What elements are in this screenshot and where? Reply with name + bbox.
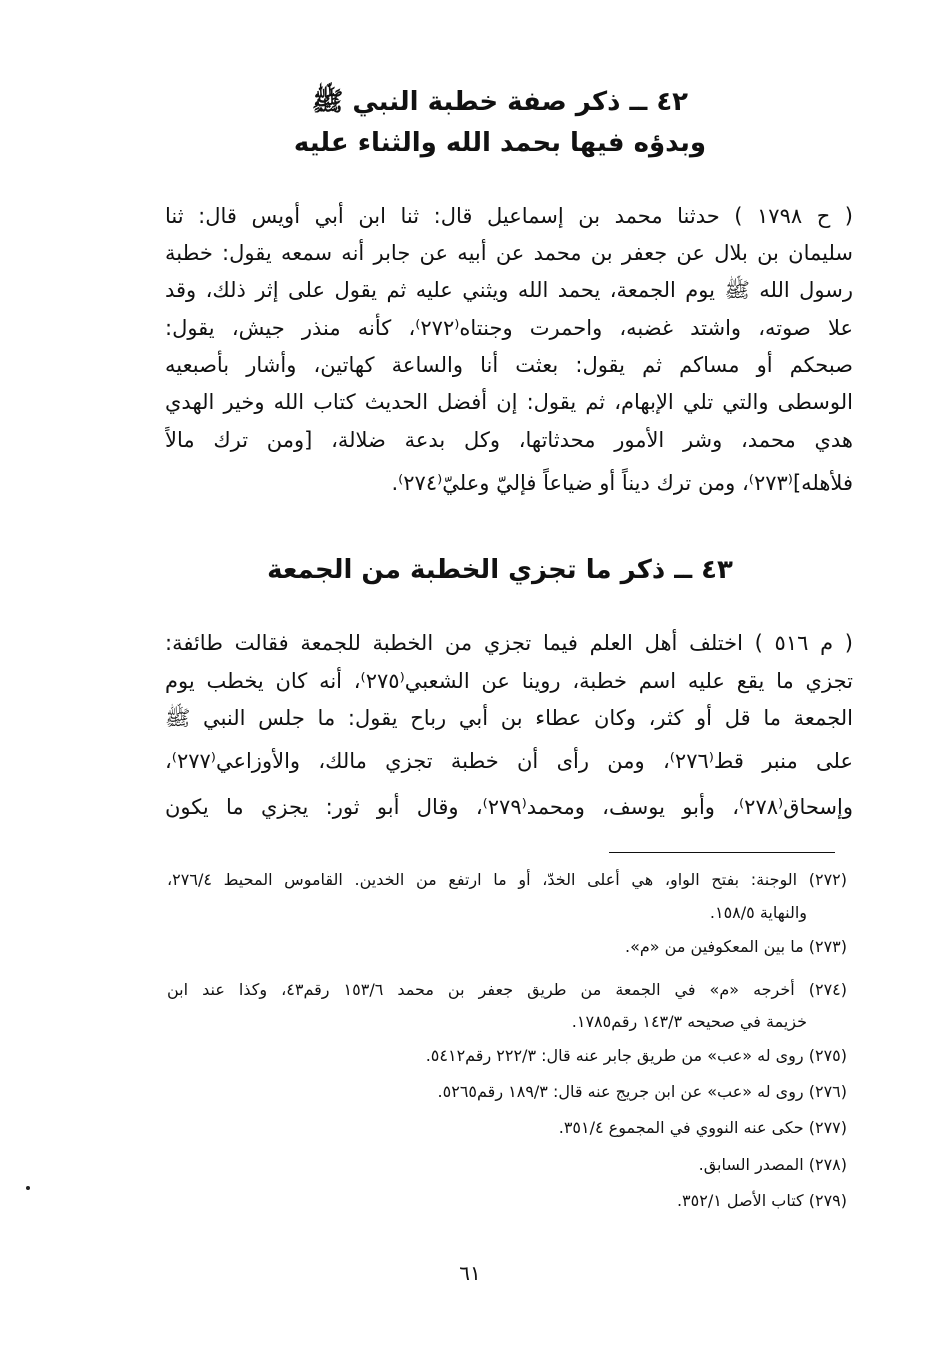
section-42-text-line: علا صوته، واشتد غضبه، واحمرت وجنتاه⁽٢٧٢⁾، كأنه منذر جيش، يقول:: [165, 316, 853, 340]
footnote-275: (٢٧٥) روى له «عب» من طريق جابر عنه قال: ٢٢٢/٣ رقم٥٤١٢.: [425, 1046, 847, 1065]
section-42-text-line: هدي محمد، وشر الأمور محدثاتها، وكل بدعة ضلالة، [ومن ترك مالاً: [165, 428, 853, 452]
section-42-text-line: سليمان بن بلال عن جعفر بن محمد عن أبيه عن جابر أنه سمعه يقول: خطبة: [165, 241, 853, 265]
section-42-text-line: ( ح ١٧٩٨ ) حدثنا محمد بن إسماعيل قال: ثنا ابن أبي أويس قال: ثنا: [165, 204, 853, 228]
scan-speck: [26, 1186, 30, 1190]
footnote-279: (٢٧٩) كتاب الأصل ٣٥٢/١.: [676, 1191, 847, 1210]
section-43-text-line: على منبر قط⁽٢٧٦⁾، ومن رأى أن خطبة تجزي مالك، والأوزاعي⁽٢٧٧⁾،: [165, 749, 853, 773]
footnote-278: (٢٧٨) المصدر السابق.: [698, 1155, 847, 1174]
footnote-277: (٢٧٧) حكى عنه النووي في المجموع ٣٥١/٤.: [558, 1118, 847, 1137]
footnote-274-continued: خزيمة في صحيحه ١٤٣/٣ رقم١٧٨٥.: [571, 1012, 807, 1031]
section-42-subtitle: وبدؤه فيها بحمد الله والثناء عليه: [293, 128, 707, 158]
footnote-274: (٢٧٤) أخرجه «م» في الجمعة من طريق جعفر بن محمد ١٥٣/٦ رقم٤٣، وكذا عند ابن: [167, 980, 847, 999]
section-42-text-line: صبحكم أو مساكم ثم يقول: بعثت أنا والساعة كهاتين، وأشار بأصبعيه: [165, 353, 853, 377]
footnote-276: (٢٧٦) روى له «عب» عن ابن جريج عنه قال: ١٨٩/٣ رقم٥٢٦٥.: [437, 1082, 847, 1101]
page-number: ٦١: [459, 1261, 481, 1285]
footnote-272: (٢٧٢) الوجنة: بفتح الواو، هي أعلى الخدّ، أو ما ارتفع من الخدين. القاموس المحيط ٢٧٦/٤،: [167, 870, 847, 889]
footnote-272-continued: والنهاية ١٥٨/٥.: [709, 903, 807, 922]
section-43-text-line: ( م ٥١٦ ) اختلف أهل العلم فيما تجزي من الخطبة للجمعة فقالت طائفة:: [165, 631, 853, 655]
footnote-separator: [609, 852, 835, 853]
footnote-273: (٢٧٣) ما بين المعكوفين من «م».: [625, 937, 847, 956]
section-42-title: ٤٢ ــ ذكر صفة خطبة النبي ﷺ: [311, 87, 689, 117]
section-42-text-line: رسول الله ﷺ يوم الجمعة، يحمد الله ويثني عليه ثم يقول على إثر ذلك، وقد: [165, 278, 853, 302]
section-43-title: ٤٣ ــ ذكر ما تجزي الخطبة من الجمعة: [267, 555, 733, 585]
section-42-text-line: فلأهله]⁽٢٧٣⁾، ومن ترك ديناً أو ضياعاً فإليّ وعليّ⁽٢٧٤⁾.: [391, 471, 853, 495]
section-43-text-line: تجزي ما يقع عليه اسم خطبة، روينا عن الشعبي⁽٢٧٥⁾، أنه كان يخطب يوم: [165, 669, 853, 693]
section-43-text-line: الجمعة ما قل أو كثر، وكان عطاء بن أبي رباح يقول: ما جلس النبي ﷺ: [165, 706, 853, 730]
section-42-text-line: الوسطى والتي تلي الإبهام، ثم يقول: إن أفضل الحديث كتاب الله وخير الهدي: [165, 390, 853, 414]
section-43-text-line: وإسحاق⁽٢٧٨⁾، وأبو يوسف، ومحمد⁽٢٧٩⁾، وقال أبو ثور: يجزي ما يكون: [165, 795, 853, 819]
